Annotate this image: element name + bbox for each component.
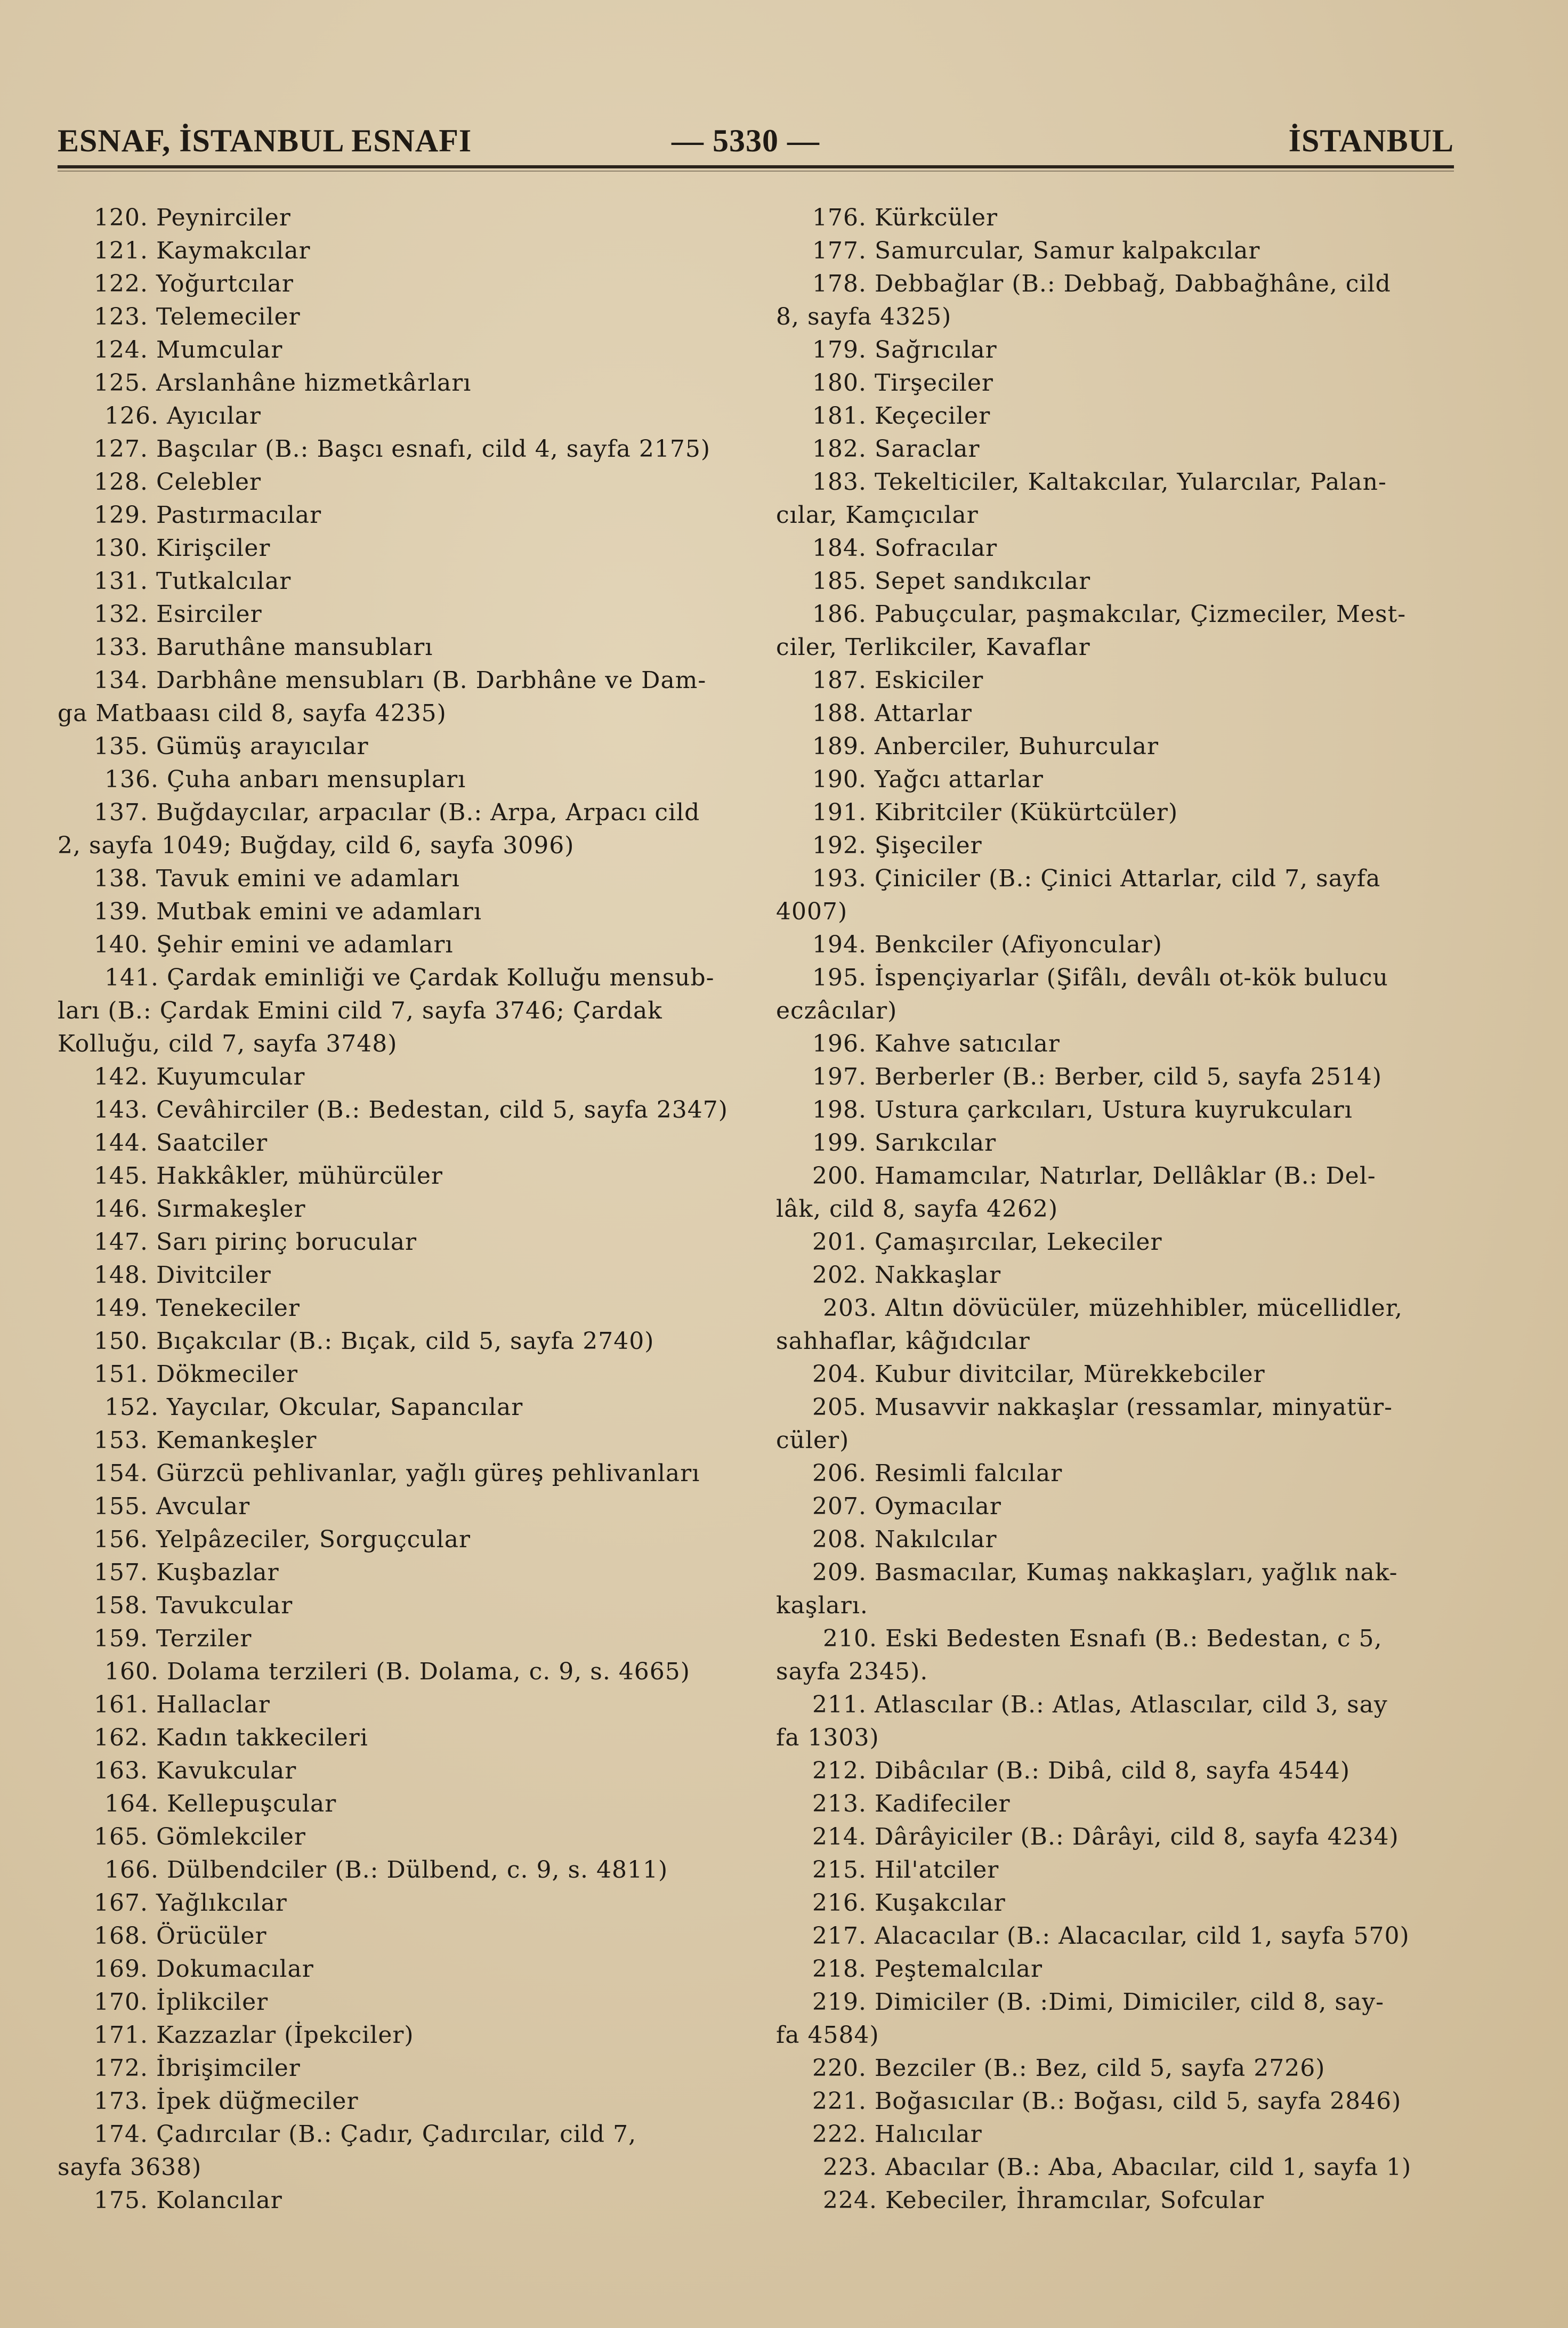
entry-line: 213. Kadifeciler — [812, 1790, 1011, 1817]
entry-line: 131. Tutkalcılar — [94, 568, 292, 595]
entry-line: 141. Çardak eminliği ve Çardak Kolluğu mensub- — [104, 964, 715, 991]
entry-line: 121. Kaymakcılar — [94, 237, 311, 264]
entry-line: 212. Dibâcılar (B.: Dibâ, cild 8, sayfa 4544) — [812, 1757, 1350, 1784]
entry-line: 208. Nakılcılar — [812, 1526, 997, 1553]
entry-line: 198. Ustura çarkcıları, Ustura kuyrukcuları — [812, 1096, 1353, 1123]
entry-line: 180. Tirşeciler — [812, 369, 993, 397]
entry-line: 153. Kemankeşler — [94, 1427, 317, 1454]
entry-line: 216. Kuşakcılar — [812, 1889, 1006, 1917]
entry-line: 200. Hamamcılar, Natırlar, Dellâklar (B.: Del- — [812, 1162, 1376, 1190]
entry-continuation: fa 1303) — [776, 1724, 879, 1751]
entry-continuation: cılar, Kamçıcılar — [776, 502, 979, 529]
header-rule-thin — [58, 171, 1454, 172]
entry-line: 130. Kirişciler — [94, 535, 271, 562]
entry-line: 168. Örücüler — [94, 1922, 267, 1950]
entry-line: 193. Çiniciler (B.: Çinici Attarlar, cild 7, sayfa — [812, 865, 1381, 892]
entry-line: 156. Yelpâzeciler, Sorguçcular — [94, 1526, 471, 1553]
entry-line: 144. Saatciler — [94, 1129, 268, 1157]
page-number: — 5330 — — [672, 123, 820, 158]
entry-continuation: kaşları. — [776, 1592, 868, 1619]
entry-continuation: sayfa 3638) — [58, 2154, 202, 2181]
entry-line: 157. Kuşbazlar — [94, 1559, 279, 1586]
entry-continuation: 4007) — [776, 898, 848, 925]
entry-line: 173. İpek düğmeciler — [94, 2088, 359, 2115]
entry-line: 143. Cevâhirciler (B.: Bedestan, cild 5, sayfa 2347) — [94, 1096, 728, 1123]
entry-line: 122. Yoğurtcılar — [94, 270, 294, 297]
entry-line: 147. Sarı pirinç borucular — [94, 1228, 417, 1256]
header-section-title: ESNAF, İSTANBUL ESNAFI — [58, 123, 472, 158]
entry-line: 224. Kebeciler, İhramcılar, Sofcular — [823, 2187, 1265, 2214]
header-city: İSTANBUL — [1288, 123, 1454, 158]
entry-line: 202. Nakkaşlar — [812, 1262, 1001, 1289]
entry-line: 159. Terziler — [94, 1625, 252, 1652]
entry-line: 199. Sarıkcılar — [812, 1129, 997, 1157]
entry-continuation: ları (B.: Çardak Emini cild 7, sayfa 3746; Çardak — [58, 997, 662, 1024]
entry-line: 210. Eski Bedesten Esnafı (B.: Bedestan, c 5, — [823, 1625, 1383, 1652]
entry-line: 171. Kazzazlar (İpekciler) — [94, 2022, 414, 2049]
entry-line: 191. Kibritciler (Kükürtcüler) — [812, 799, 1178, 826]
entry-line: 197. Berberler (B.: Berber, cild 5, sayfa 2514) — [812, 1063, 1383, 1090]
page-header — [58, 112, 1454, 165]
entry-line: 187. Eskiciler — [812, 667, 984, 694]
entry-line: 166. Dülbendciler (B.: Dülbend, c. 9, s. 4811) — [104, 1856, 668, 1884]
entry-line: 204. Kubur divitcilar, Mürekkebciler — [812, 1361, 1265, 1388]
entry-line: 222. Halıcılar — [812, 2121, 982, 2148]
entry-line: 142. Kuyumcular — [94, 1063, 305, 1090]
entry-line: 137. Buğdaycılar, arpacılar (B.: Arpa, Arpacı cild — [94, 799, 700, 826]
entry-line: 190. Yağcı attarlar — [812, 766, 1044, 793]
entry-line: 164. Kellepuşcular — [104, 1790, 337, 1817]
entry-line: 221. Boğasıcılar (B.: Boğası, cild 5, sayfa 2846) — [812, 2088, 1402, 2115]
entry-line: 201. Çamaşırcılar, Lekeciler — [812, 1228, 1162, 1256]
entry-line: 138. Tavuk emini ve adamları — [94, 865, 460, 892]
entry-line: 123. Telemeciler — [94, 303, 301, 330]
entry-line: 188. Attarlar — [812, 700, 972, 727]
entry-line: 223. Abacılar (B.: Aba, Abacılar, cild 1, sayfa 1) — [823, 2154, 1412, 2181]
entry-line: 184. Sofracılar — [812, 535, 998, 562]
entry-line: 181. Keçeciler — [812, 402, 991, 430]
entry-line: 169. Dokumacılar — [94, 1955, 314, 1983]
entry-line: 120. Peynirciler — [94, 204, 291, 231]
entry-line: 134. Darbhâne mensubları (B. Darbhâne ve Dam- — [94, 667, 707, 694]
entry-line: 128. Celebler — [94, 468, 262, 496]
entry-line: 170. İplikciler — [94, 1988, 269, 2016]
entry-line: 196. Kahve satıcılar — [812, 1030, 1060, 1057]
entry-line: 151. Dökmeciler — [94, 1361, 298, 1388]
entry-line: 205. Musavvir nakkaşlar (ressamlar, minyatür- — [812, 1394, 1393, 1421]
entry-line: 140. Şehir emini ve adamları — [94, 931, 454, 958]
entry-line: 162. Kadın takkecileri — [94, 1724, 368, 1751]
entry-line: 218. Peştemalcılar — [812, 1955, 1043, 1983]
entry-line: 195. İspençiyarlar (Şifâlı, devâlı ot-kök bulucu — [812, 964, 1388, 991]
entry-continuation: ga Matbaası cild 8, sayfa 4235) — [58, 700, 447, 727]
entry-line: 135. Gümüş arayıcılar — [94, 733, 369, 760]
entry-line: 211. Atlascılar (B.: Atlas, Atlascılar, cild 3, say — [812, 1691, 1388, 1718]
entry-continuation: lâk, cild 8, sayfa 4262) — [776, 1195, 1058, 1223]
entry-line: 189. Anberciler, Buhurcular — [812, 733, 1159, 760]
entry-line: 174. Çadırcılar (B.: Çadır, Çadırcılar, cild 7, — [94, 2121, 637, 2148]
entry-line: 161. Hallaclar — [94, 1691, 270, 1718]
entry-line: 209. Basmacılar, Kumaş nakkaşları, yağlık nak- — [812, 1559, 1398, 1586]
entry-line: 185. Sepet sandıkcılar — [812, 568, 1091, 595]
entry-line: 133. Baruthâne mansubları — [94, 634, 433, 661]
entry-line: 163. Kavukcular — [94, 1757, 297, 1784]
entry-line: 145. Hakkâkler, mühürcüler — [94, 1162, 443, 1190]
entry-continuation: ciler, Terlikciler, Kavaflar — [776, 634, 1090, 661]
entry-line: 207. Oymacılar — [812, 1493, 1001, 1520]
entry-line: 217. Alacacılar (B.: Alacacılar, cild 1, sayfa 570) — [812, 1922, 1410, 1950]
entry-line: 139. Mutbak emini ve adamları — [94, 898, 482, 925]
entry-line: 215. Hil'atciler — [812, 1856, 999, 1884]
entry-continuation: Kolluğu, cild 7, sayfa 3748) — [58, 1030, 398, 1057]
entry-line: 129. Pastırmacılar — [94, 502, 322, 529]
entry-continuation: cüler) — [776, 1427, 850, 1454]
entry-line: 158. Tavukcular — [94, 1592, 293, 1619]
entry-line: 152. Yaycılar, Okcular, Sapancılar — [104, 1394, 523, 1421]
entry-continuation: 8, sayfa 4325) — [776, 303, 952, 330]
entry-line: 154. Gürzcü pehlivanlar, yağlı güreş pehlivanları — [94, 1460, 700, 1487]
entry-continuation: sayfa 2345). — [776, 1658, 928, 1685]
entry-line: 132. Esirciler — [94, 601, 262, 628]
entry-line: 183. Tekelticiler, Kaltakcılar, Yularcılar, Palan- — [812, 468, 1387, 496]
entry-continuation: 2, sayfa 1049; Buğday, cild 6, sayfa 3096) — [58, 832, 575, 859]
right-column — [776, 201, 1458, 2217]
entry-line: 206. Resimli falcılar — [812, 1460, 1063, 1487]
entry-line: 148. Divitciler — [94, 1262, 271, 1289]
entry-line: 179. Sağrıcılar — [812, 336, 997, 363]
entry-line: 172. İbrişimciler — [94, 2055, 301, 2082]
entry-line: 203. Altın dövücüler, müzehhibler, mücellidler, — [823, 1295, 1403, 1322]
entry-line: 160. Dolama terzileri (B. Dolama, c. 9, s. 4665) — [104, 1658, 690, 1685]
entry-line: 175. Kolancılar — [94, 2187, 282, 2214]
entry-line: 146. Sırmakeşler — [94, 1195, 306, 1223]
entry-continuation: fa 4584) — [776, 2022, 879, 2049]
entry-line: 214. Dârâyiciler (B.: Dârâyi, cild 8, sayfa 4234) — [812, 1823, 1399, 1850]
entry-line: 149. Tenekeciler — [94, 1295, 300, 1322]
entry-line: 155. Avcular — [94, 1493, 250, 1520]
left-column — [58, 201, 745, 2217]
entry-continuation: eczâcılar) — [776, 997, 898, 1024]
entry-line: 127. Başcılar (B.: Başcı esnafı, cild 4, sayfa 2175) — [94, 435, 711, 463]
entry-line: 165. Gömlekciler — [94, 1823, 306, 1850]
entry-line: 176. Kürkcüler — [812, 204, 998, 231]
entry-line: 177. Samurcular, Samur kalpakcılar — [812, 237, 1260, 264]
entry-line: 136. Çuha anbarı mensupları — [104, 766, 466, 793]
entry-continuation: sahhaflar, kâğıdcılar — [776, 1328, 1030, 1355]
entry-line: 194. Benkciler (Afiyoncular) — [812, 931, 1162, 958]
entry-line: 186. Pabuçcular, paşmakcılar, Çizmeciler, Mest- — [812, 601, 1407, 628]
entry-line: 178. Debbağlar (B.: Debbağ, Dabbağhâne, cild — [812, 270, 1391, 297]
entry-line: 220. Bezciler (B.: Bez, cild 5, sayfa 2726) — [812, 2055, 1325, 2082]
header-rule — [58, 165, 1454, 168]
entry-line: 192. Şişeciler — [812, 832, 982, 859]
entry-line: 167. Yağlıkcılar — [94, 1889, 287, 1917]
entry-line: 124. Mumcular — [94, 336, 283, 363]
entry-line: 150. Bıçakcılar (B.: Bıçak, cild 5, sayfa 2740) — [94, 1328, 654, 1355]
entry-line: 125. Arslanhâne hizmetkârları — [94, 369, 472, 397]
entry-line: 126. Ayıcılar — [104, 402, 261, 430]
entry-line: 219. Dimiciler (B. :Dimi, Dimiciler, cild 8, say- — [812, 1988, 1384, 2016]
entry-line: 182. Saraclar — [812, 435, 980, 463]
